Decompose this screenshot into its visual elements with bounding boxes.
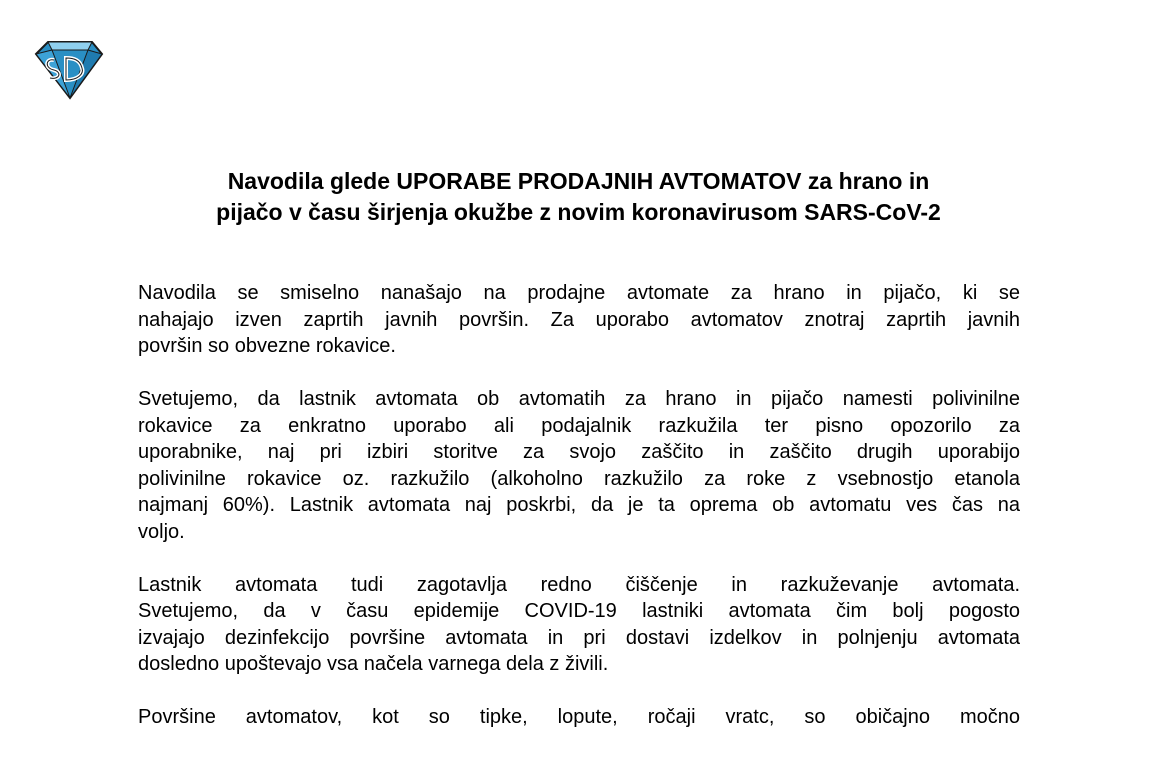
text-line: Navodila se smiselno nanašajo na prodajne avtomate za hrano in pijačo, ki se bbox=[138, 282, 1020, 304]
text-line: Svetujemo, da lastnik avtomata ob avtomatih za hrano in pijačo namesti polivinilne bbox=[138, 388, 1020, 410]
paragraph bbox=[138, 704, 1020, 731]
text-line: površin so obvezne rokavice. bbox=[138, 335, 396, 357]
text-line: rokavice za enkratno uporabo ali podajalnik razkužila ter pisno opozorilo za bbox=[138, 414, 1020, 437]
text-line: Površine avtomatov, kot so tipke, lopute, ročaji vratc, so običajno močno bbox=[138, 706, 1020, 728]
text-line: Lastnik avtomata tudi zagotavlja redno čiščenje in razkuževanje avtomata. bbox=[138, 573, 1020, 596]
text-line: nahajajo izven zaprtih javnih površin. Za uporabo avtomatov znotraj zaprtih javnih bbox=[138, 308, 1020, 331]
document-title bbox=[120, 166, 1037, 228]
text-line: voljo. bbox=[138, 520, 185, 543]
paragraph bbox=[138, 280, 1020, 360]
text-line: polivinilne rokavice oz. razkužilo (alkoholno razkužilo za roke z vsebnostjo etanola bbox=[138, 467, 1020, 490]
text-line: najmanj 60%). Lastnik avtomata naj poskrbi, da je ta oprema ob avtomatu ves čas na bbox=[138, 494, 1020, 516]
title-line: Navodila glede UPORABE PRODAJNIH AVTOMATOV za hrano in bbox=[227, 168, 930, 194]
text-line: izvajajo dezinfekcijo površine avtomata in pri dostavi izdelkov in polnjenju avtomata bbox=[138, 626, 1020, 649]
title-line: pijačo v času širjenja okužbe z novim koronavirusom SARS-CoV-2 bbox=[216, 199, 941, 225]
text-line: dosledno upoštevajo vsa načela varnega dela z živili. bbox=[138, 653, 609, 675]
text-line: Svetujemo, da v času epidemije COVID-19 lastniki avtomata čim bolj pogosto bbox=[138, 600, 1020, 622]
document-body bbox=[138, 280, 1020, 757]
text-line: uporabnike, naj pri izbiri storitve za svojo zaščito in zaščito drugih uporabijo bbox=[138, 441, 1020, 463]
diamond-logo-icon bbox=[32, 40, 104, 100]
logo bbox=[32, 40, 104, 100]
paragraph bbox=[138, 386, 1020, 545]
paragraph bbox=[138, 572, 1020, 678]
